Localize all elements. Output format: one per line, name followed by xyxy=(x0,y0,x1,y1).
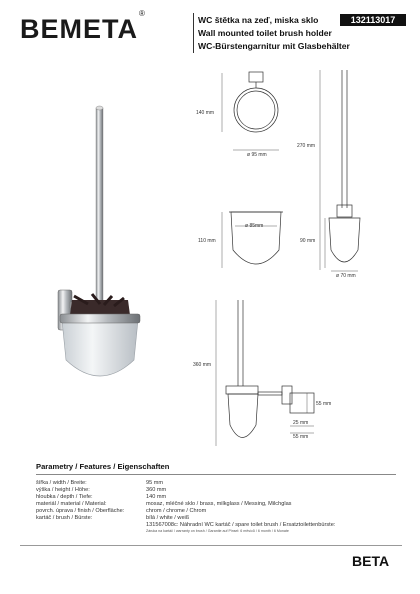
dim-ring-diameter: ø 95 mm xyxy=(247,152,267,158)
dim-total-height: 360 mm xyxy=(193,362,212,368)
dim-overall-height: 270 mm xyxy=(297,143,316,149)
product-code-badge: 132113017 xyxy=(340,14,406,26)
param-label: materiál / material / Material: xyxy=(36,501,107,507)
param-value: 95 mm xyxy=(146,480,164,486)
param-label: hloubka / depth / Tiefe: xyxy=(36,494,93,500)
series-name: BETA xyxy=(352,553,390,569)
param-label: šířka / width / Breite: xyxy=(36,480,87,486)
param-value: 131567008c: Náhradní WC kartáč / spare toilet brush / Ersatztoilettenbürste: xyxy=(146,522,336,528)
title-cz: WC štětka na zeď, miska sklo xyxy=(198,15,319,25)
dim-plate-height: 55 mm xyxy=(316,401,332,407)
dim-plate-width: 55 mm xyxy=(293,434,309,440)
brush-handle xyxy=(96,108,103,308)
product-photo xyxy=(58,106,140,376)
dim-bowl-side-height: 90 mm xyxy=(300,238,316,244)
param-value: mosaz, mléčné sklo / brass, milkglass / Messing, Milchglas xyxy=(146,501,292,507)
dim-bowl-diameter: ø 85mm xyxy=(245,223,264,229)
param-value: 360 mm xyxy=(146,487,167,493)
param-label: povrch. úprava / finish / Oberfläche: xyxy=(36,508,125,514)
footer-divider xyxy=(20,545,402,546)
dim-ring-height: 140 mm xyxy=(196,110,215,116)
dim-wall-offset: 25 mm xyxy=(293,420,309,426)
params-divider xyxy=(36,474,396,475)
side-drawing xyxy=(320,70,360,271)
param-value: chrom / chrome / Chrom xyxy=(146,508,207,514)
param-label: kartáč / brush / Bürste: xyxy=(36,515,93,521)
bowl-drawing xyxy=(222,212,283,268)
title-en: Wall mounted toilet brush holder xyxy=(198,28,332,38)
params-title: Parametry / Features / Eigenschaften xyxy=(36,462,170,471)
ring-drawing xyxy=(222,72,279,150)
brand-logo: BEMETA® xyxy=(20,9,146,44)
dim-bowl-height: 110 mm xyxy=(198,238,216,244)
glass-bowl xyxy=(62,320,138,376)
warranty-note: Záruka na kartáč / warranty on brush / Garantie auf Pinsel: 6 měsíců / 6 month / 6 Monate xyxy=(146,529,289,533)
param-label: výška / height / Höhe: xyxy=(36,487,90,493)
param-value: bílá / white / weiß xyxy=(146,515,190,521)
param-value: 140 mm xyxy=(146,494,167,500)
dim-bowl-side-diameter: ø 70 mm xyxy=(336,273,356,279)
title-de: WC-Bürstengarnitur mit Glasbehälter xyxy=(198,41,350,51)
ring xyxy=(60,314,140,323)
